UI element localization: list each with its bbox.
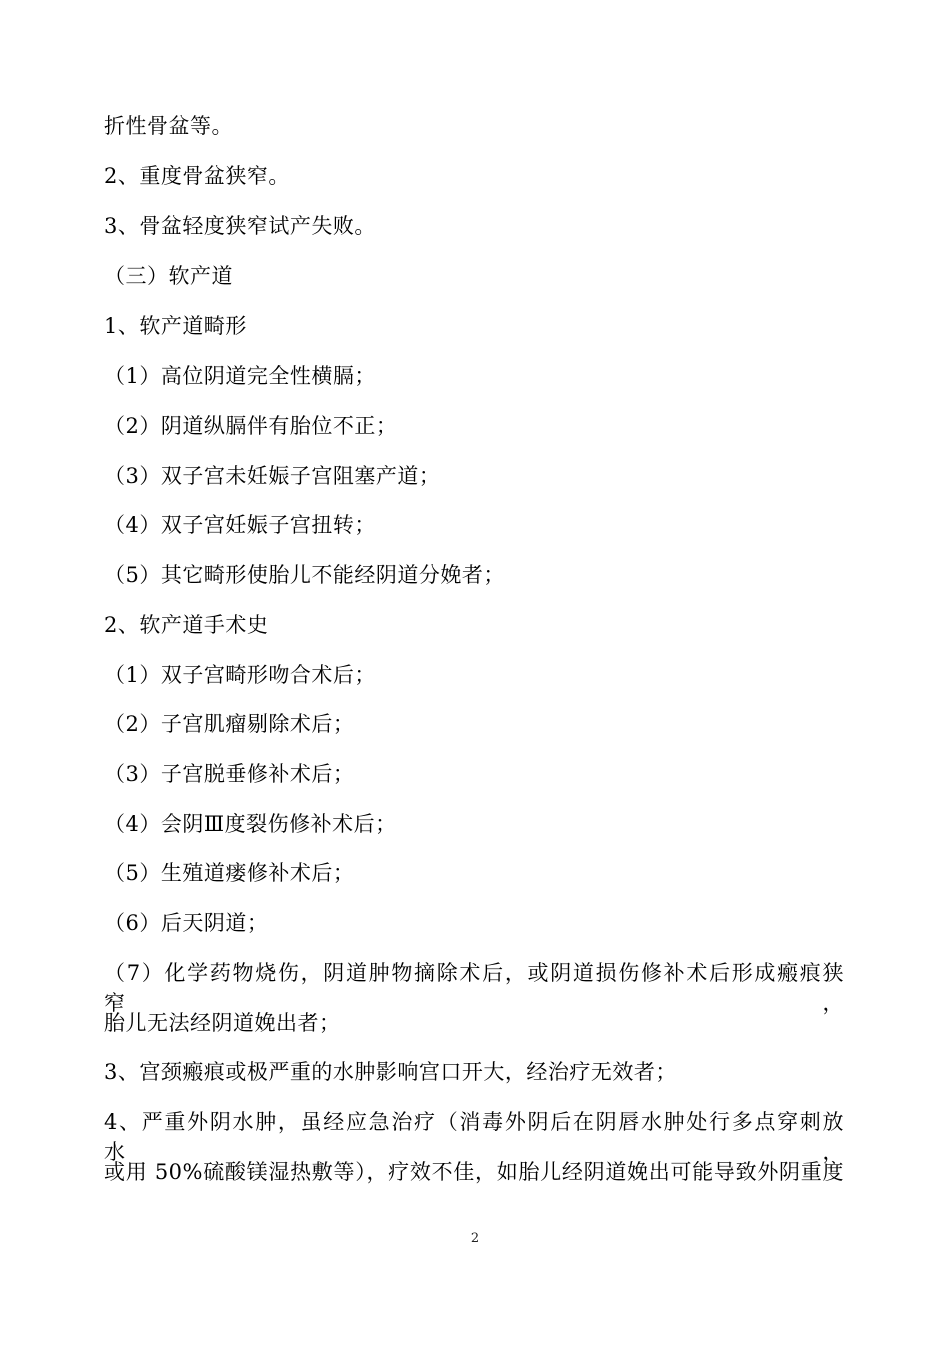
list-item: （3）双子宫未妊娠子宫阻塞产道； bbox=[104, 464, 441, 488]
text-line: 胎儿无法经阴道娩出者； bbox=[104, 1011, 341, 1035]
page-number: 2 bbox=[470, 1231, 480, 1246]
text-line: 3、骨盆轻度狭窄试产失败。 bbox=[104, 214, 376, 238]
section-heading: （三）软产道 bbox=[104, 264, 233, 288]
list-item: （4）会阴Ⅲ度裂伤修补术后； bbox=[104, 812, 397, 836]
text-line: 折性骨盆等。 bbox=[104, 114, 233, 138]
list-item: （1）双子宫畸形吻合术后； bbox=[104, 663, 376, 687]
list-item: （3）子宫脱垂修补术后； bbox=[104, 762, 355, 786]
text-line: 2、重度骨盆狭窄。 bbox=[104, 164, 290, 188]
list-item: （5）其它畸形使胎儿不能经阴道分娩者； bbox=[104, 563, 505, 587]
text-line: 3、宫颈瘢痕或极严重的水肿影响宫口开大，经治疗无效者； bbox=[104, 1060, 677, 1084]
list-item: （1）高位阴道完全性横膈； bbox=[104, 364, 376, 388]
list-item: （4）双子宫妊娠子宫扭转； bbox=[104, 513, 376, 537]
list-item: （5）生殖道瘘修补术后； bbox=[104, 861, 355, 885]
text-line: 2、软产道手术史 bbox=[104, 613, 269, 637]
list-item: （6）后天阴道； bbox=[104, 911, 269, 935]
list-item: （7）化学药物烧伤，阴道肿物摘除术后，或阴道损伤修补术后形成瘢痕狭窄， bbox=[104, 961, 844, 1015]
list-item: （2）子宫肌瘤剔除术后； bbox=[104, 712, 355, 736]
text-line: 4、严重外阴水肿，虽经应急治疗（消毒外阴后在阴唇水肿处行多点穿刺放水， bbox=[104, 1110, 844, 1164]
list-item: （2）阴道纵膈伴有胎位不正； bbox=[104, 414, 398, 438]
text-line: 或用 50%硫酸镁湿热敷等），疗效不佳，如胎儿经阴道娩出可能导致外阴重度 bbox=[104, 1160, 844, 1184]
text-line: 1、软产道畸形 bbox=[104, 314, 247, 338]
